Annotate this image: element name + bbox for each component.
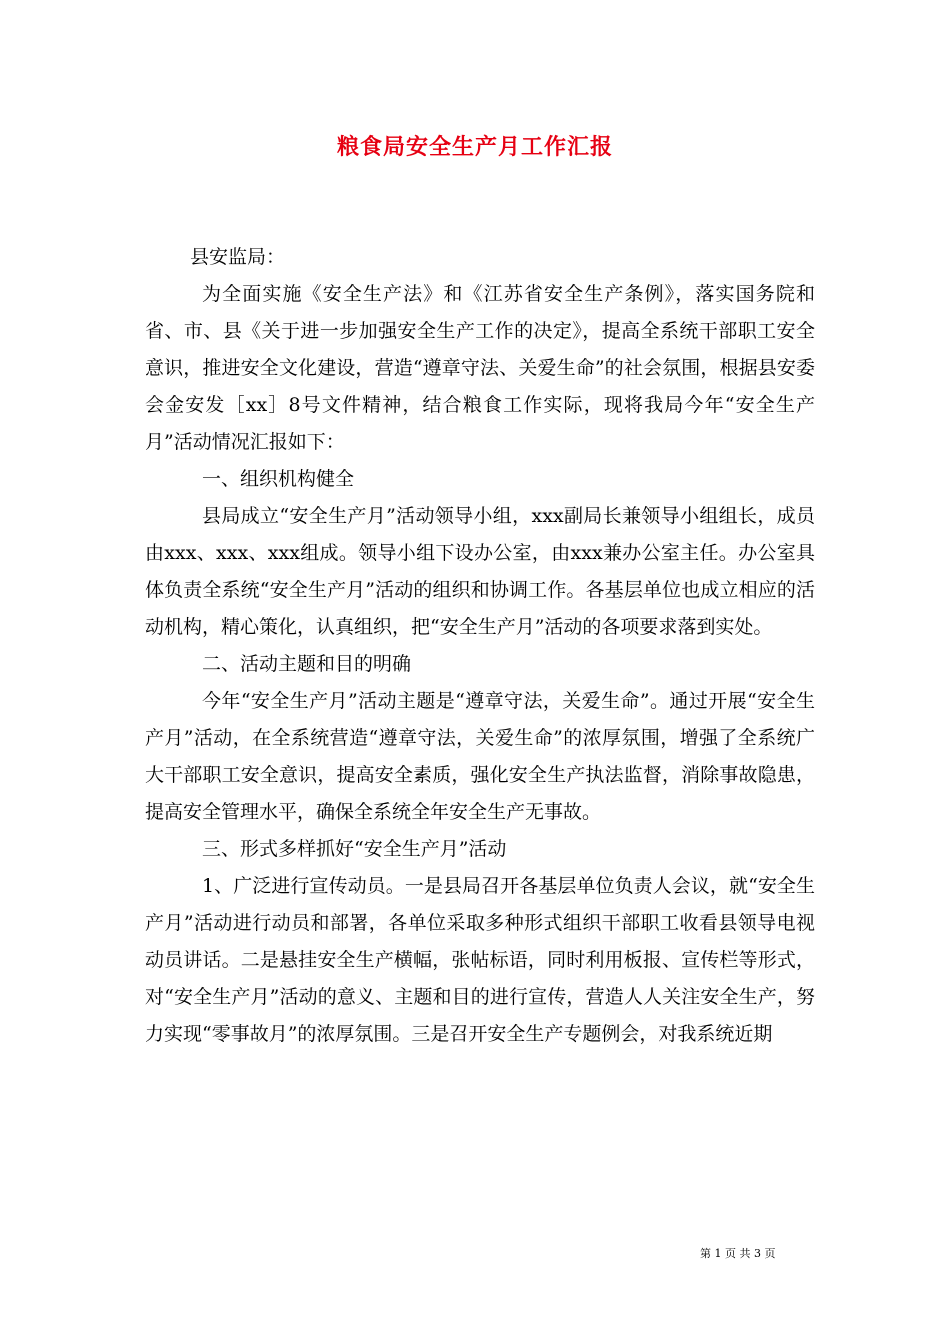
section-2-paragraph: 今年“安全生产月”活动主题是“遵章守法，关爱生命”。通过开展“安全生产月”活动，在全系统营造“遵章守法，关爱生命”的浓厚氛围，增强了全系统广大干部职工安全意识，提高安全素质，强化安全生产执法监督，消除事故隐患，提高安全管理水平，确保全系统全年安全生产无事故。 xyxy=(145,690,815,823)
section-1-paragraph: 县局成立“安全生产月”活动领导小组，xxx副局长兼领导小组组长，成员由xxx、xxx、xxx组成。领导小组下设办公室，由xxx兼办公室主任。办公室具体负责全系统“安全生产月”活动的组织和协调工作。各基层单位也成立相应的活动机构，精心策化，认真组织，把“安全生产月”活动的各项要求落到实处。 xyxy=(145,505,815,638)
section-3-heading: 三、形式多样抓好“安全生产月”活动 xyxy=(202,838,507,860)
document-title: 粮食局安全生产月工作汇报 xyxy=(336,134,613,160)
document-body xyxy=(145,239,815,1053)
salutation: 县安监局： xyxy=(190,246,286,268)
intro-paragraph: 为全面实施《安全生产法》和《江苏省安全生产条例》，落实国务院和省、市、县《关于进一步加强安全生产工作的决定》，提高全系统干部职工安全意识，推进安全文化建设，营造“遵章守法、关爱生命”的社会氛围，根据县安委会金安发［xx］8号文件精神，结合粮食工作实际，现将我局今年“安全生产月”活动情况汇报如下： xyxy=(145,283,815,453)
page-number: 第 1 页 共 3 页 xyxy=(700,1247,776,1260)
section-1-heading: 一、组织机构健全 xyxy=(202,468,355,490)
section-3-paragraph: 1、广泛进行宣传动员。一是县局召开各基层单位负责人会议，就“安全生产月”活动进行动员和部署，各单位采取多种形式组织干部职工收看县领导电视动员讲话。二是悬挂安全生产横幅，张帖标语，同时利用板报、宣传栏等形式，对“安全生产月”活动的意义、主题和目的进行宣传，营造人人关注安全生产，努力实现“零事故月”的浓厚氛围。三是召开安全生产专题例会，对我系统近期 xyxy=(145,875,815,1045)
section-2-heading: 二、活动主题和目的明确 xyxy=(202,653,412,675)
